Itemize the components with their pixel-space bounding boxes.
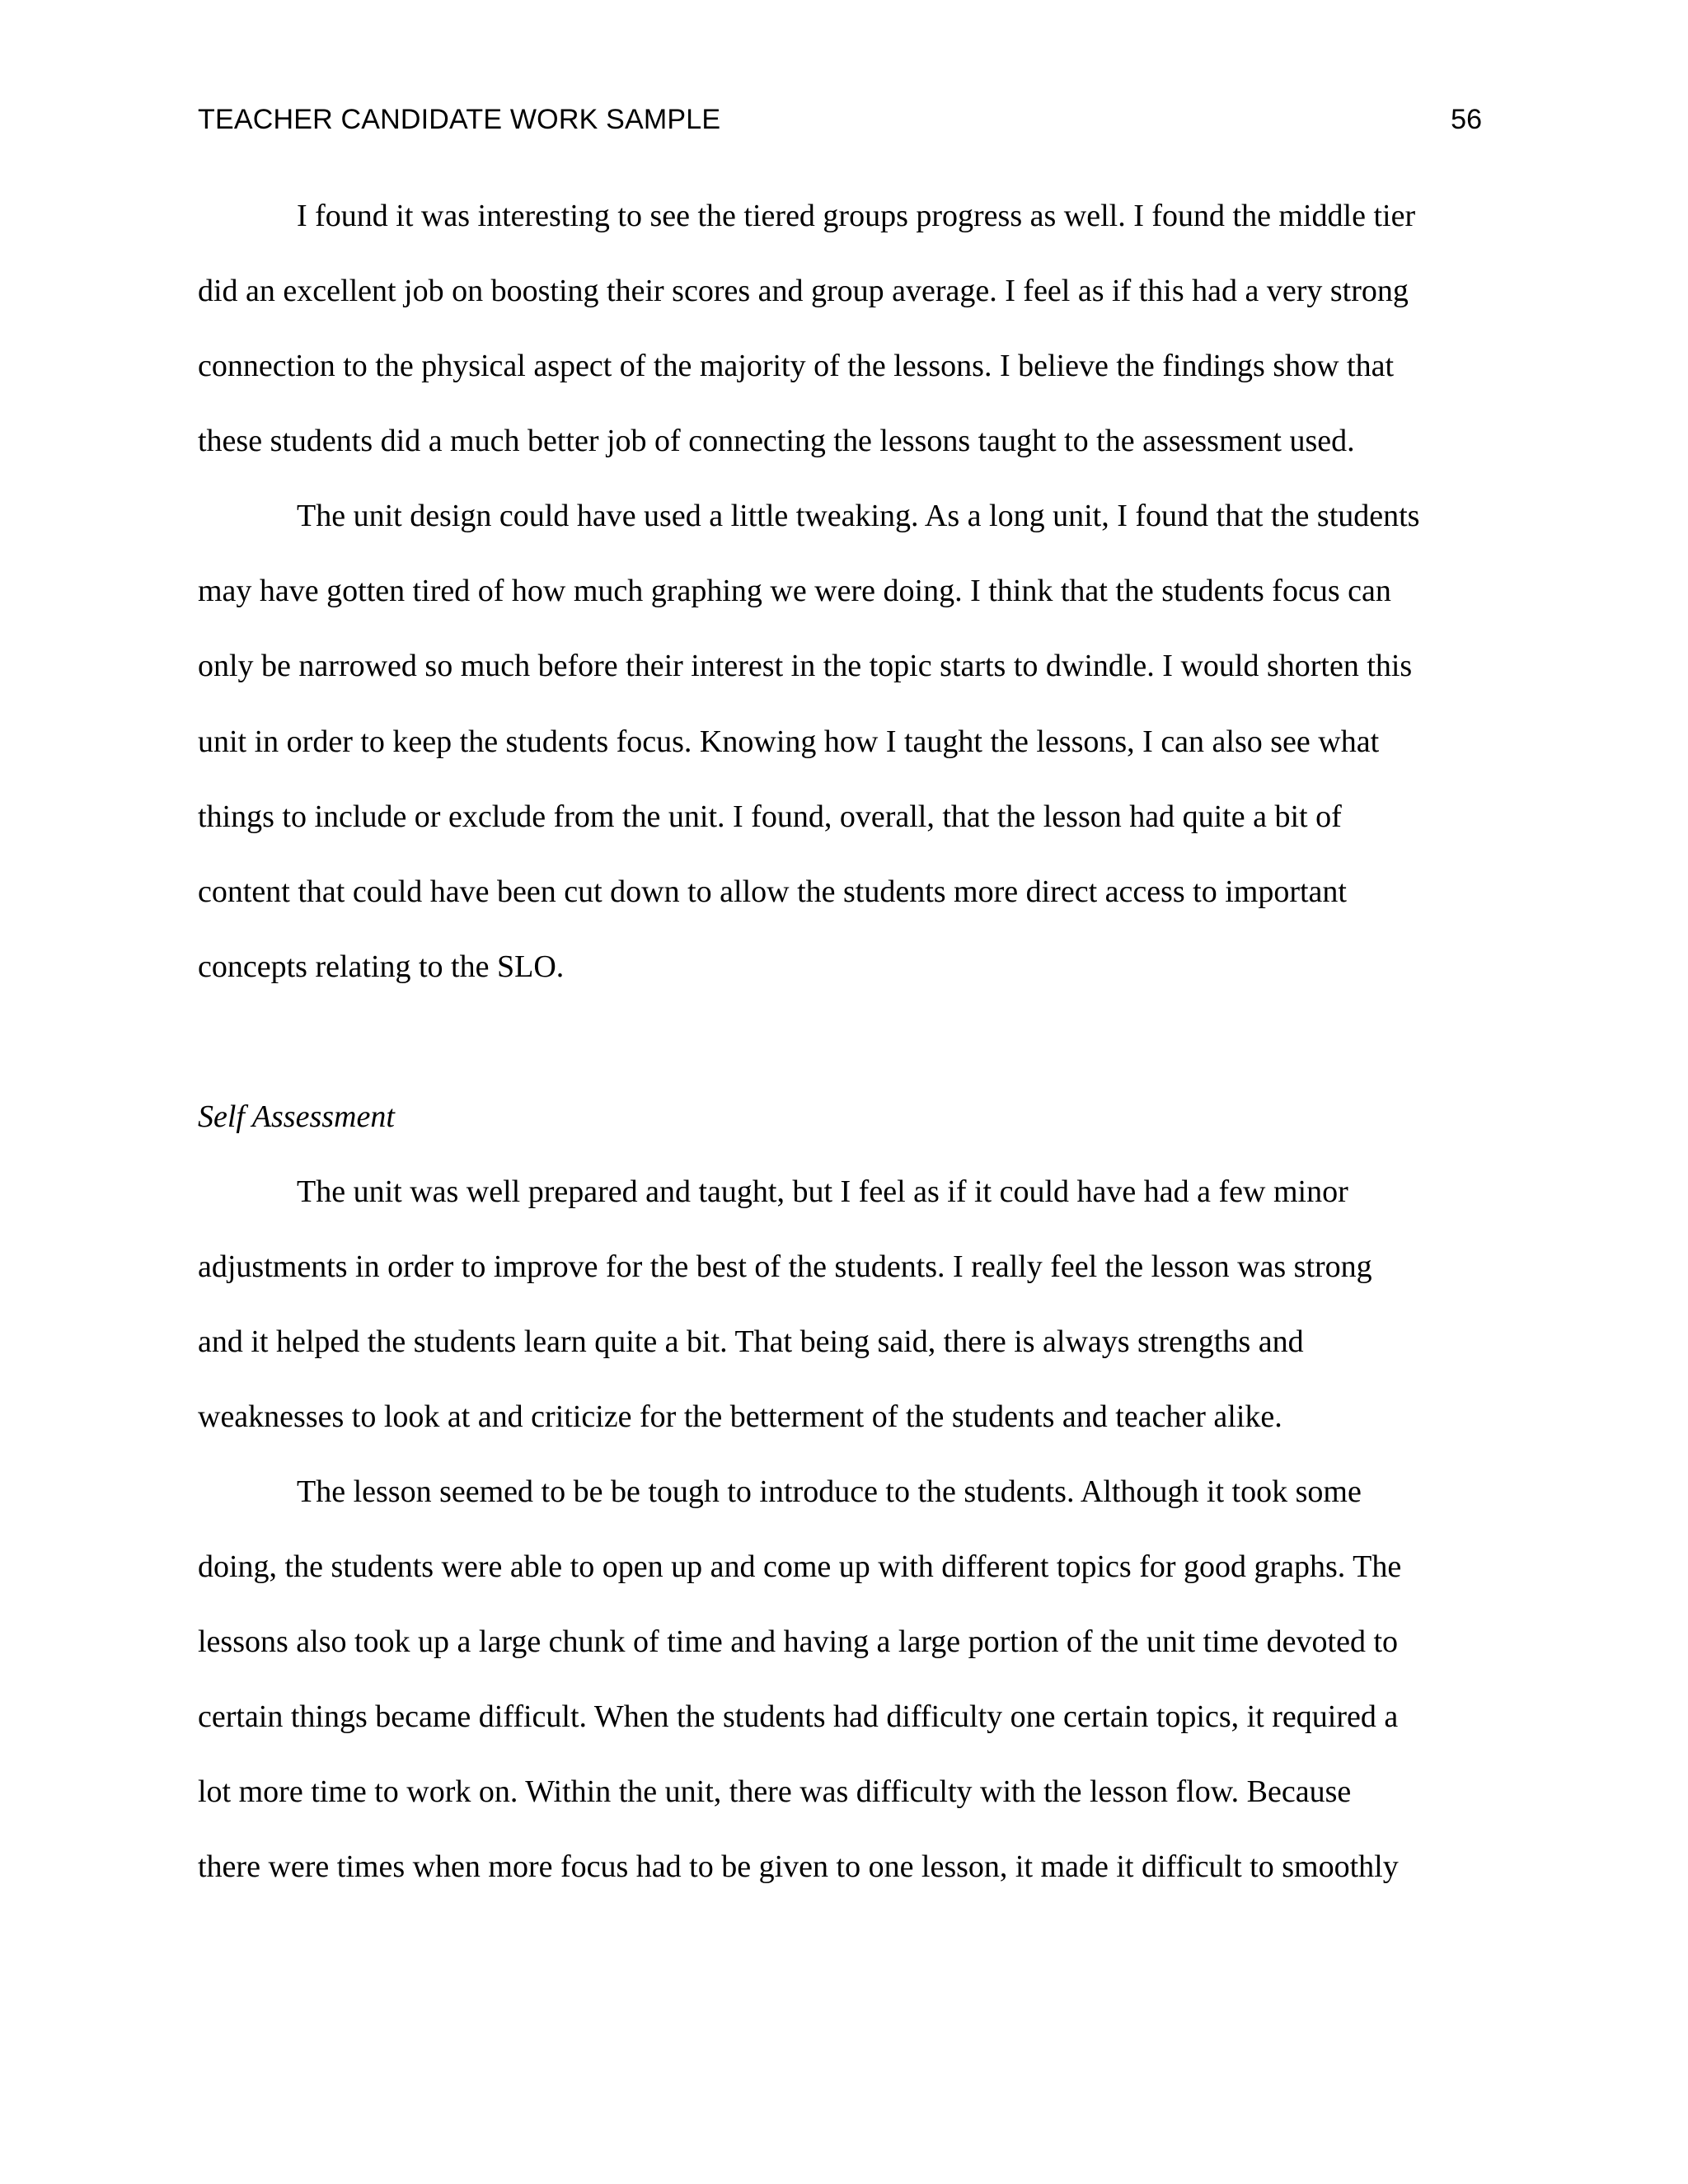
- paragraph-line: and it helped the students learn quite a bit. That being said, there is always strengths and: [198, 1324, 1304, 1359]
- running-header: [198, 99, 1482, 140]
- paragraph-line: I found it was interesting to see the tiered groups progress as well. I found the middle tier: [297, 199, 1416, 233]
- paragraph-line: only be narrowed so much before their interest in the topic starts to dwindle. I would shorten this: [198, 649, 1413, 683]
- page-number: 56: [1451, 104, 1482, 135]
- paragraph-line: concepts relating to the SLO.: [198, 949, 565, 984]
- paragraph-line: lessons also took up a large chunk of time and having a large portion of the unit time devoted to: [198, 1624, 1399, 1659]
- paragraph-line: The unit was well prepared and taught, but I feel as if it could have had a few minor: [297, 1174, 1348, 1209]
- paragraph-line: lot more time to work on. Within the unit, there was difficulty with the lesson flow. Because: [198, 1774, 1352, 1809]
- paragraph-line: weaknesses to look at and criticize for the betterment of the students and teacher alike.: [198, 1399, 1282, 1434]
- paragraph-line: doing, the students were able to open up and come up with different topics for good graphs. The: [198, 1549, 1402, 1584]
- paragraph-line: content that could have been cut down to allow the students more direct access to important: [198, 874, 1347, 909]
- paragraph-line: these students did a much better job of connecting the lessons taught to the assessment used.: [198, 424, 1355, 458]
- header-title: TEACHER CANDIDATE WORK SAMPLE: [198, 104, 721, 135]
- paragraph-line: there were times when more focus had to be given to one lesson, it made it difficult to smoothly: [198, 1849, 1399, 1884]
- paragraph-line: unit in order to keep the students focus. Knowing how I taught the lessons, I can also see what: [198, 724, 1380, 759]
- paragraph-line: may have gotten tired of how much graphing we were doing. I think that the students focus can: [198, 574, 1391, 608]
- paragraph-line: The unit design could have used a little tweaking. As a long unit, I found that the students: [297, 499, 1420, 533]
- paragraph-line: certain things became difficult. When the students had difficulty one certain topics, it required a: [198, 1699, 1399, 1734]
- paragraph-line: did an excellent job on boosting their scores and group average. I feel as if this had a very strong: [198, 274, 1409, 308]
- section-heading: Self Assessment: [198, 1099, 395, 1134]
- paragraph-line: connection to the physical aspect of the majority of the lessons. I believe the findings show that: [198, 349, 1395, 383]
- paragraph-line: things to include or exclude from the unit. I found, overall, that the lesson had quite a bit of: [198, 799, 1342, 834]
- paragraph-line: adjustments in order to improve for the best of the students. I really feel the lesson was strong: [198, 1249, 1372, 1284]
- paragraph-line: The lesson seemed to be be tough to introduce to the students. Although it took some: [297, 1474, 1362, 1509]
